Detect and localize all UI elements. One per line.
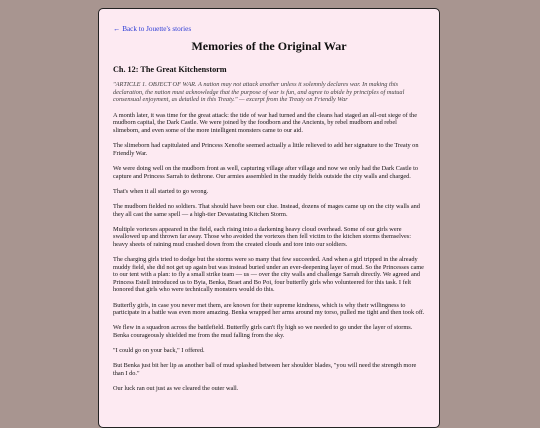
story-paragraph: We flew in a squadron across the battlefield. Butterfly girls can't fly high so we needed to go under the layer of storms. Benka courageously shielded me from the mud falling from the sky.: [113, 324, 413, 339]
chapter-heading: Ch. 12: The Great Kitchenstorm: [113, 65, 227, 74]
page-title: Memories of the Original War: [191, 39, 347, 53]
story-paragraph: The charging girls tried to dodge but the storms were so many that few succeeded. And when a girl tripped in the already muddy field, she did not get up again but was instead buried under an ever-deepening layer of mud. So the Princesses came to our tent with a plan: to fly a small strike team — us — over the city walls and challenge Sarrah directly. We agreed and Princess Estell introduced us to Byia, Benka, Braet and Bo Poi, four butterfly girls who volunteered for this task. I felt honored that girls who were technically monsters would do this.: [113, 256, 424, 294]
story-paragraph: But Benka just bit her lip as another ball of mud splashed between her shoulder blades, "you will need the strength more than I do.": [113, 362, 417, 377]
back-link-label: Back to Jouette's stories: [122, 25, 192, 33]
story-paragraph: The slimeborn had capitulated and Princess Xenofie seemed actually a little relieved to add her signature to the Treaty on Friendly War.: [113, 142, 419, 157]
story-paragraph: "I could go on your back," I offered.: [113, 347, 205, 355]
story-paragraph: That's when it all started to go wrong.: [113, 187, 209, 195]
left-arrow-icon: ←: [113, 25, 121, 33]
story-paragraph: Our luck ran out just as we cleared the outer wall.: [113, 385, 239, 393]
story-page: [98, 8, 440, 428]
epigraph-quote: "ARTICLE 1. OBJECT OF WAR. A nation may not attack another unless it solemnly declares war. In making this declaration, the nation must acknowledge that the purpose of war is fun, and agree to abide by principles of mutual consensual enjoyment, as detailed in this Treaty." — excerpt from the Treaty on Friendly War: [113, 81, 405, 104]
back-to-stories-link[interactable]: [113, 25, 425, 34]
story-paragraph: Multiple vortexes appeared in the field, each rising into a darkening heavy cloud overhead. Some of our girls were swallowed up and thrown far away. Those who avoided the vortexes then fell victim to the kitchen storms themselves: heavy sheets of raining mud crashed down from the created clouds and tore into our soldiers.: [113, 225, 411, 248]
story-paragraph: Butterfly girls, in case you never met them, are known for their supreme kindness, which is why their willingness to participate in a battle was even more amazing. Benka wrapped her arms around my torso, pulled me tight and then took off.: [113, 301, 425, 317]
story-paragraph: We were doing well on the mudborn front as well, capturing village after village and now we only had the Dark Castle to capture and Princess Sarrah to dethrone. Our armies assembled in the muddy fields outside the city walls and charged.: [113, 164, 418, 180]
story-paragraph: A month later, it was time for the great attack: the tide of war had turned and the cleans had staged an all-out siege of the mudborn capital, the Dark Castle. We were joined by the foodborn and the Ancients, by rebel mudborn and rebel slimeborn, and even some of the more intelligent monsters came to our aid.: [113, 111, 417, 134]
story-paragraph: The mudborn fielded no soldiers. That should have been our clue. Instead, dozens of mages came up on the city walls and they all cast the same spell — a high-tier Devastating Kitchen Storm.: [113, 202, 420, 218]
